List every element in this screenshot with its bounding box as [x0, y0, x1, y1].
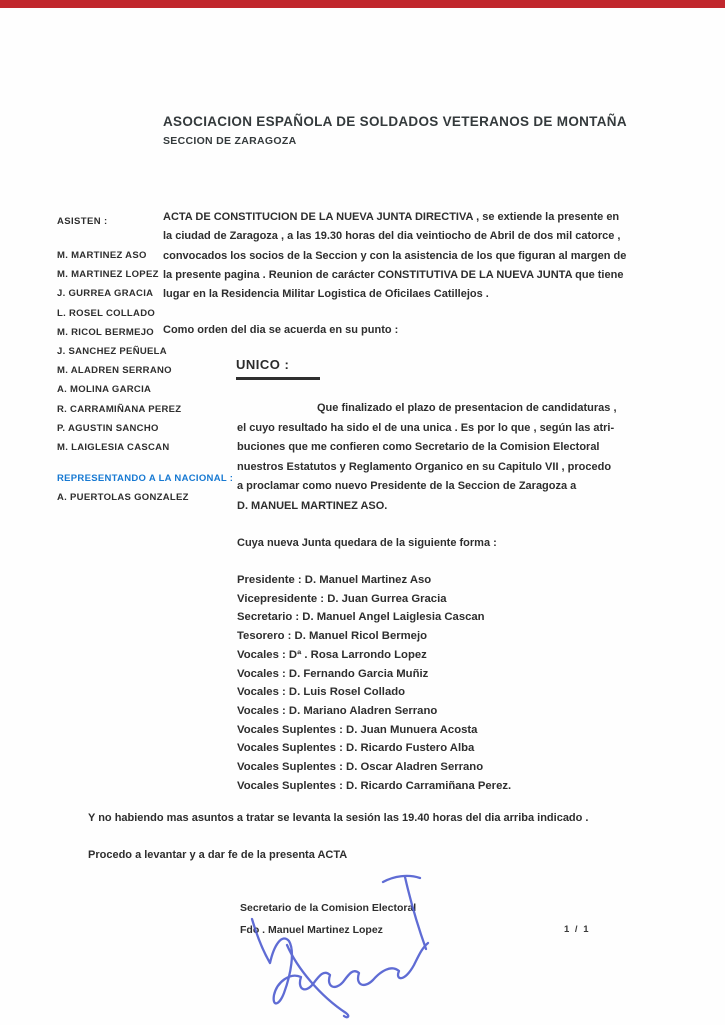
- representing-national-label: REPRESENTANDO A LA NACIONAL :: [57, 473, 234, 484]
- paragraph-line: D. MANUEL MARTINEZ ASO.: [237, 499, 388, 512]
- board-positions-list: [237, 571, 511, 795]
- board-position: Vocales Suplentes : D. Juan Munuera Acosta: [237, 723, 478, 736]
- attendee-name: J. SANCHEZ PEÑUELA: [57, 345, 167, 357]
- session-closing-line: Y no habiendo mas asuntos a tratar se levanta la sesión las 19.40 horas del dia arriba indicado .: [88, 812, 589, 824]
- signature-t-cross: [383, 876, 420, 882]
- paragraph-line: Que finalizado el plazo de presentacion de candidaturas ,: [317, 402, 617, 414]
- board-position: Vocales : D. Fernando Garcia Muñiz: [237, 667, 429, 680]
- board-position: Vocales Suplentes : D. Ricardo Fustero Alba: [237, 742, 475, 755]
- attendee-name: M. MARTINEZ LOPEZ: [57, 269, 159, 281]
- board-position: Presidente : D. Manuel Martinez Aso: [237, 574, 432, 586]
- order-of-day-line: Como orden del dia se acuerda en su punto :: [163, 324, 399, 336]
- attendee-name: A. MOLINA GARCIA: [57, 384, 152, 396]
- unico-heading: UNICO :: [236, 357, 320, 380]
- signature-descender: [287, 945, 348, 1017]
- document-title: ASOCIACION ESPAÑOLA DE SOLDADOS VETERANOS DE MONTAÑA: [163, 114, 627, 129]
- paragraph-line: ACTA DE CONSTITUCION DE LA NUEVA JUNTA DIRECTIVA , se extiende la presente en: [163, 211, 620, 223]
- signature-role-line: Secretario de la Comision Electoral: [240, 902, 417, 914]
- attendee-name: L. ROSEL COLLADO: [57, 307, 156, 319]
- paragraph-line: la ciudad de Zaragoza , a las 19.30 horas del dia veintiocho de Abril de dos mil catorce ,: [163, 230, 621, 243]
- board-position: Vocales Suplentes : D. Oscar Aladren Serrano: [237, 761, 484, 774]
- board-position: Tesorero : D. Manuel Ricol Bermejo: [237, 630, 427, 643]
- page-number: 1 / 1: [564, 924, 590, 935]
- attendee-name: M. ALADREN SERRANO: [57, 365, 172, 377]
- new-board-intro-line: Cuya nueva Junta quedara de la siguiente forma :: [237, 537, 497, 549]
- attendee-name: M. LAIGLESIA CASCAN: [57, 441, 170, 453]
- board-position: Vocales : D. Luis Rosel Collado: [237, 686, 406, 699]
- attendee-name: J. GURREA GRACIA: [57, 288, 154, 300]
- paragraph-line: nuestros Estatutos y Reglamento Organico en su Capitulo VII , procedo: [237, 460, 612, 473]
- national-representative-name: A. PUERTOLAS GONZALEZ: [57, 492, 189, 503]
- acta-certify-line: Procedo a levantar y a dar fe de la presenta ACTA: [88, 849, 348, 861]
- attendee-name: R. CARRAMIÑANA PEREZ: [57, 403, 182, 415]
- top-red-bar: [0, 0, 725, 8]
- acta-paragraph: [163, 208, 626, 304]
- document-subtitle: SECCION DE ZARAGOZA: [163, 135, 297, 147]
- paragraph-line: lugar en la Residencia Militar Logistica de Oficilaes Catillejos .: [163, 288, 489, 301]
- paragraph-line: el cuyo resultado ha sido el de una unica . Es por lo que , según las atri-: [237, 421, 615, 434]
- board-position: Vicepresidente : D. Juan Gurrea Gracia: [237, 592, 447, 605]
- attendee-name: M. RICOL BERMEJO: [57, 326, 154, 338]
- board-position: Vocales Suplentes : D. Ricardo Carramiñana Perez.: [237, 779, 512, 792]
- paragraph-line: a proclamar como nuevo Presidente de la Seccion de Zaragoza a: [237, 480, 577, 493]
- proclamation-paragraph: [237, 399, 617, 517]
- asisten-label: ASISTEN :: [57, 216, 108, 227]
- paragraph-line: convocados los socios de la Seccion y con la asistencia de los que figuran al margen de: [163, 249, 627, 262]
- paragraph-line: la presente pagina . Reunion de carácter CONSTITUTIVA DE LA NUEVA JUNTA que tiene: [163, 268, 624, 281]
- board-position: Vocales : D. Mariano Aladren Serrano: [237, 704, 438, 717]
- attendee-name: P. AGUSTIN SANCHO: [57, 422, 159, 434]
- board-position: Secretario : D. Manuel Angel Laiglesia Cascan: [237, 611, 485, 624]
- signature-name-line: Fdo . Manuel Martinez Lopez: [240, 924, 383, 936]
- attendee-name: M. MARTINEZ ASO: [57, 250, 147, 261]
- board-position: Vocales : Dª . Rosa Larrondo Lopez: [237, 648, 427, 661]
- paragraph-line: buciones que me confieren como Secretario de la Comision Electoral: [237, 441, 600, 454]
